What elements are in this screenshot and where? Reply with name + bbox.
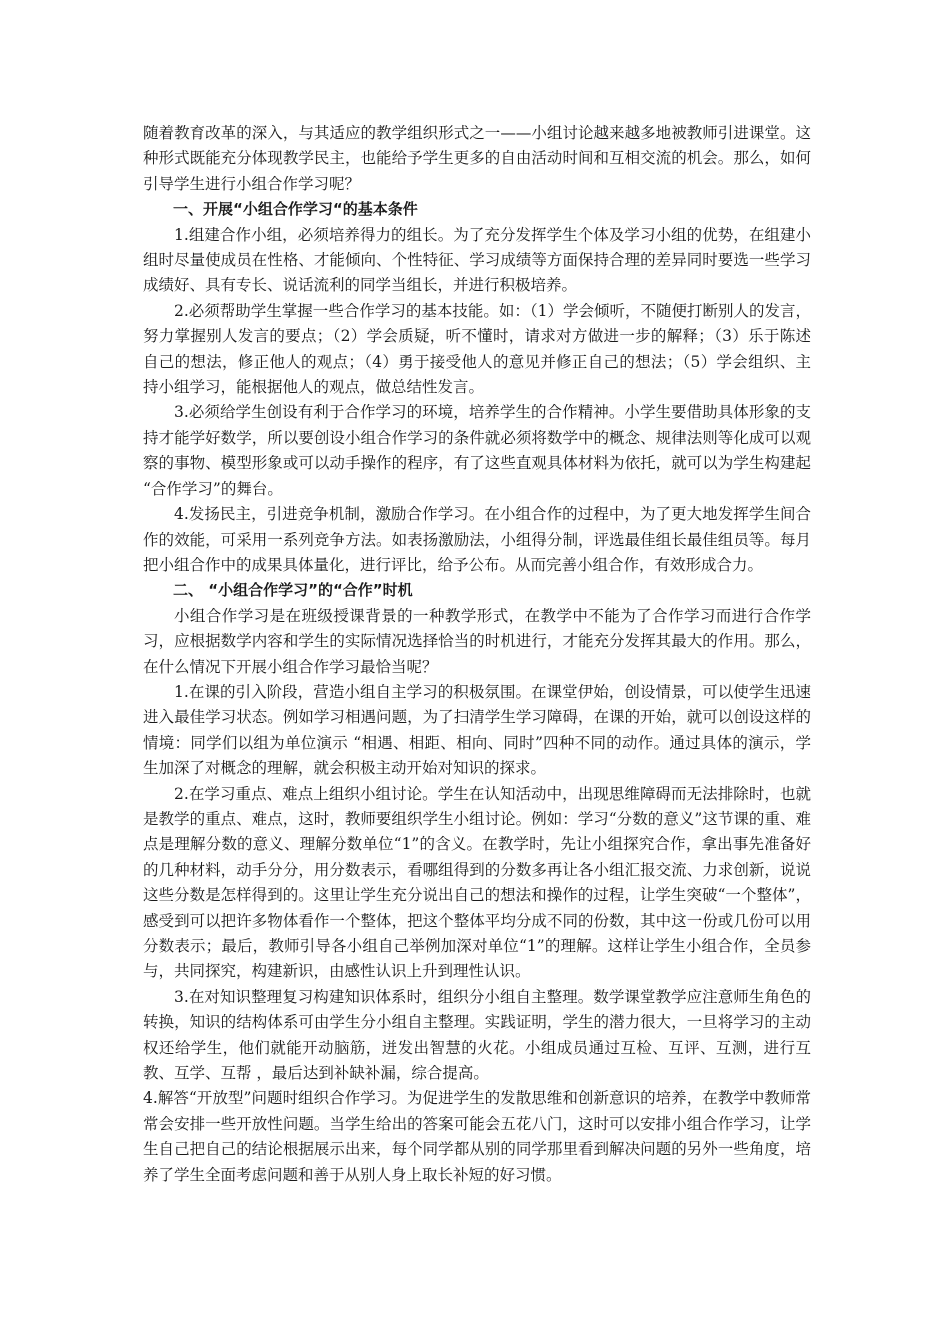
section1-paragraph-2: 2.必须帮助学生掌握一些合作学习的基本技能。如：（1）学会倾听，不随便打断别人的发言，努力掌握别人发言的要点；（2）学会质疑，听不懂时，请求对方做进一步的解释；（3）乐于陈述自己的想法，修正他人的观点；（4）勇于接受他人的意见并修正自己的想法；（5）学会组织、主持小组学习，能根据他人的观点，做总结性发言。 [143, 301, 811, 397]
section1-paragraph-1: 1.组建合作小组，必须培养得力的组长。为了充分发挥学生个体及学习小组的优势，在组建小组时尽量使成员在性格、才能倾向、个性特征、学习成绩等方面保持合理的差异同时要选一些学习成绩好、具有专长、说话流利的同学当组长，并进行积极培养。 [143, 225, 811, 295]
section1-paragraph-4: 4.发扬民主，引进竞争机制，激励合作学习。在小组合作的过程中，为了更大地发挥学生间合作的效能，可采用一系列竞争方法。如表扬激励法，小组得分制，评选最佳组长最佳组员等。每月把小组合作中的成果具体量化，进行评比，给予公布。从而完善小组合作，有效形成合力。 [143, 505, 811, 574]
section1-heading: 一、开展“小组合作学习“的基本条件 [173, 200, 418, 219]
section2-paragraph-1: 1.在课的引入阶段，营造小组自主学习的积极氛围。在课堂伊始，创设情景，可以使学生迅速进入最佳学习状态。例如学习相遇问题，为了扫清学生学习障碍，在课的开始，就可以创设这样的情境：同学们以组为单位演示 “相遇、相距、相向、同时”四种不同的动作。通过具体的演示，学生加深了对概念的理解，就会积极主动开始对知识的探求。 [143, 682, 811, 778]
intro-paragraph: 随着教育改革的深入，与其适应的教学组织形式之一——小组讨论越来越多地被教师引进课堂。这种形式既能充分体现教学民主，也能给予学生更多的自由活动时间和互相交流的机会。那么，如何引导学生进行小组合作学习呢？ [143, 124, 811, 193]
section2-paragraph-3: 3.在对知识整理复习构建知识体系时，组织分小组自主整理。数学课堂教学应注意师生角色的转换，知识的结构体系可由学生分小组自主整理。实践证明，学生的潜力很大，一旦将学习的主动权还给学生，他们就能开动脑筋，迸发出智慧的火花。小组成员通过互检、互评、互测，进行互教、互学、互帮 ，最后达到补缺补漏，综合提高。 [143, 987, 811, 1083]
section2-paragraph-2: 2.在学习重点、难点上组织小组讨论。学生在认知活动中，出现思维障碍而无法排除时，也就是教学的重点、难点，这时，教师要组织学生小组讨论。例如：学习“分数的意义”这节课的重、难点是理解分数的意义、理解分数单位“1”的含义。在教学时，先让小组探究合作，拿出事先准备好的几种材料，动手分分，用分数表示，看哪组得到的分数多再让各小组汇报交流、力求创新，说说这些分数是怎样得到的。这里让学生充分说出自己的想法和操作的过程，让学生突破“一个整体”，感受到可以把许多物体看作一个整体，把这个整体平均分成不同的份数，其中这一份或几份可以用分数表示；最后，教师引导各小组自己举例加深对单位“1”的理解。这样让学生小组合作，全员参与，共同探究，构建新识，由感性认识上升到理性认识。 [143, 784, 811, 981]
section1-paragraph-3: 3.必须给学生创设有利于合作学习的环境，培养学生的合作精神。小学生要借助具体形象的支持才能学好数学，所以要创设小组合作学习的条件就必须将数学中的概念、规律法则等化成可以观察的事物、模型形象或可以动手操作的程序，有了这些直观具体材料为依托，就可以为学生构建起 “合作学习”的舞台。 [143, 403, 811, 498]
section2-heading: 二、 “小组合作学习”的“合作”时机 [173, 581, 413, 600]
section2-paragraph-intro: 小组合作学习是在班级授课背景的一种教学形式，在教学中不能为了合作学习而进行合作学习，应根据数学内容和学生的实际情况选择恰当的时机进行，才能充分发挥其最大的作用。那么，在什么情况下开展小组合作学习最恰当呢？ [143, 606, 811, 676]
document-page [143, 121, 811, 1188]
section2-paragraph-4: 4.解答“开放型”问题时组织合作学习。为促进学生的发散思维和创新意识的培养，在教学中教师常常会安排一些开放性问题。当学生给出的答案可能会五花八门，这时可以安排小组合作学习，让学生自己把自己的结论根据展示出来，每个同学都从别的同学那里看到解决问题的另外一些角度，培养了学生全面考虑问题和善于从别人身上取长补短的好习惯。 [143, 1089, 811, 1184]
